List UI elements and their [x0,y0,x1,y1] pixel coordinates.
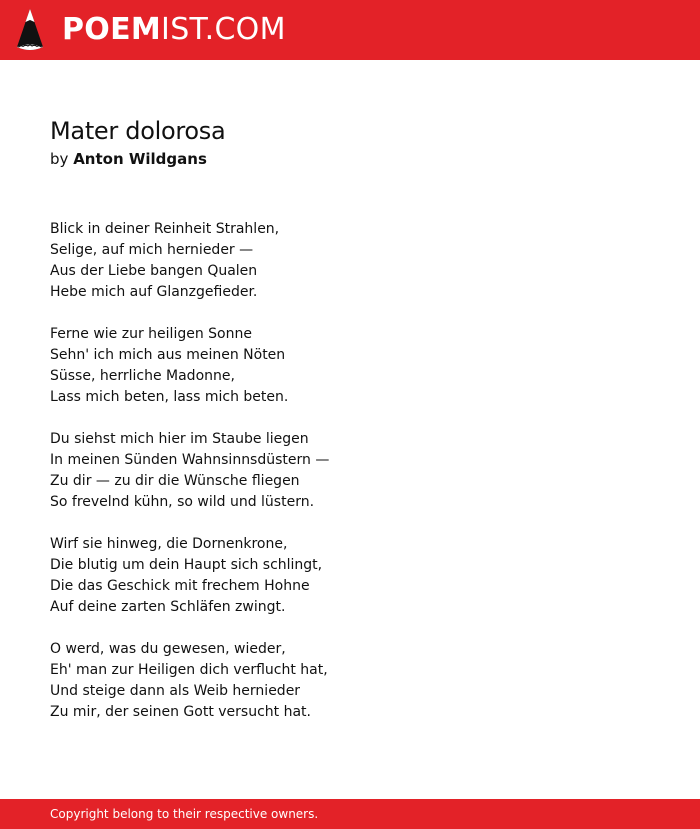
poem-line: In meinen Sünden Wahnsinnsdüstern — [50,452,330,468]
author-name: Anton Wildgans [73,150,207,168]
poem-line: Hebe mich auf Glanzgefieder. [50,284,258,300]
poem-line: Und steige dann als Weib hernieder [50,683,301,699]
site-header [0,0,700,60]
poem-title: Mater dolorosa [50,117,226,145]
poem-line: Auf deine zarten Schläfen zwingt. [50,599,286,615]
pencil-icon[interactable] [16,8,44,52]
poem-stanza [50,534,650,618]
byline [50,148,650,170]
poem-body [50,219,650,744]
by-label: by [50,150,69,168]
poem-line: Selige, auf mich hernieder — [50,242,254,258]
poem-line: Zu dir — zu dir die Wünsche fliegen [50,473,300,489]
poem-line: Die das Geschick mit frechem Hohne [50,578,310,594]
poem-stanza [50,324,650,408]
poem-line: Süsse, herrliche Madonne, [50,368,235,384]
poem-line: Zu mir, der seinen Gott versucht hat. [50,704,311,720]
copyright-text: Copyright belong to their respective owners. [50,807,319,821]
poem-line: Blick in deiner Reinheit Strahlen, [50,221,280,237]
poem-line: Eh' man zur Heiligen dich verflucht hat, [50,662,328,678]
logo-text-light: IST.COM [161,12,286,47]
poem-line: Du siehst mich hier im Staube liegen [50,431,309,447]
logo-text-bold: POEM [62,12,162,47]
poem-line: O werd, was du gewesen, wieder, [50,641,286,657]
poem-stanza [50,639,650,723]
poem-stanza [50,219,650,303]
site-logo[interactable] [62,11,286,49]
poem-stanza [50,429,650,513]
poem-line: Sehn' ich mich aus meinen Nöten [50,347,286,363]
poem-line: Lass mich beten, lass mich beten. [50,389,289,405]
poem-line: Die blutig um dein Haupt sich schlingt, [50,557,323,573]
poem-line: Aus der Liebe bangen Qualen [50,263,258,279]
poem-line: Wirf sie hinweg, die Dornenkrone, [50,536,288,552]
poem-heading [50,116,650,170]
poem-line: So frevelnd kühn, so wild und lüstern. [50,494,315,510]
poem-line: Ferne wie zur heiligen Sonne [50,326,252,342]
site-footer [0,799,700,829]
